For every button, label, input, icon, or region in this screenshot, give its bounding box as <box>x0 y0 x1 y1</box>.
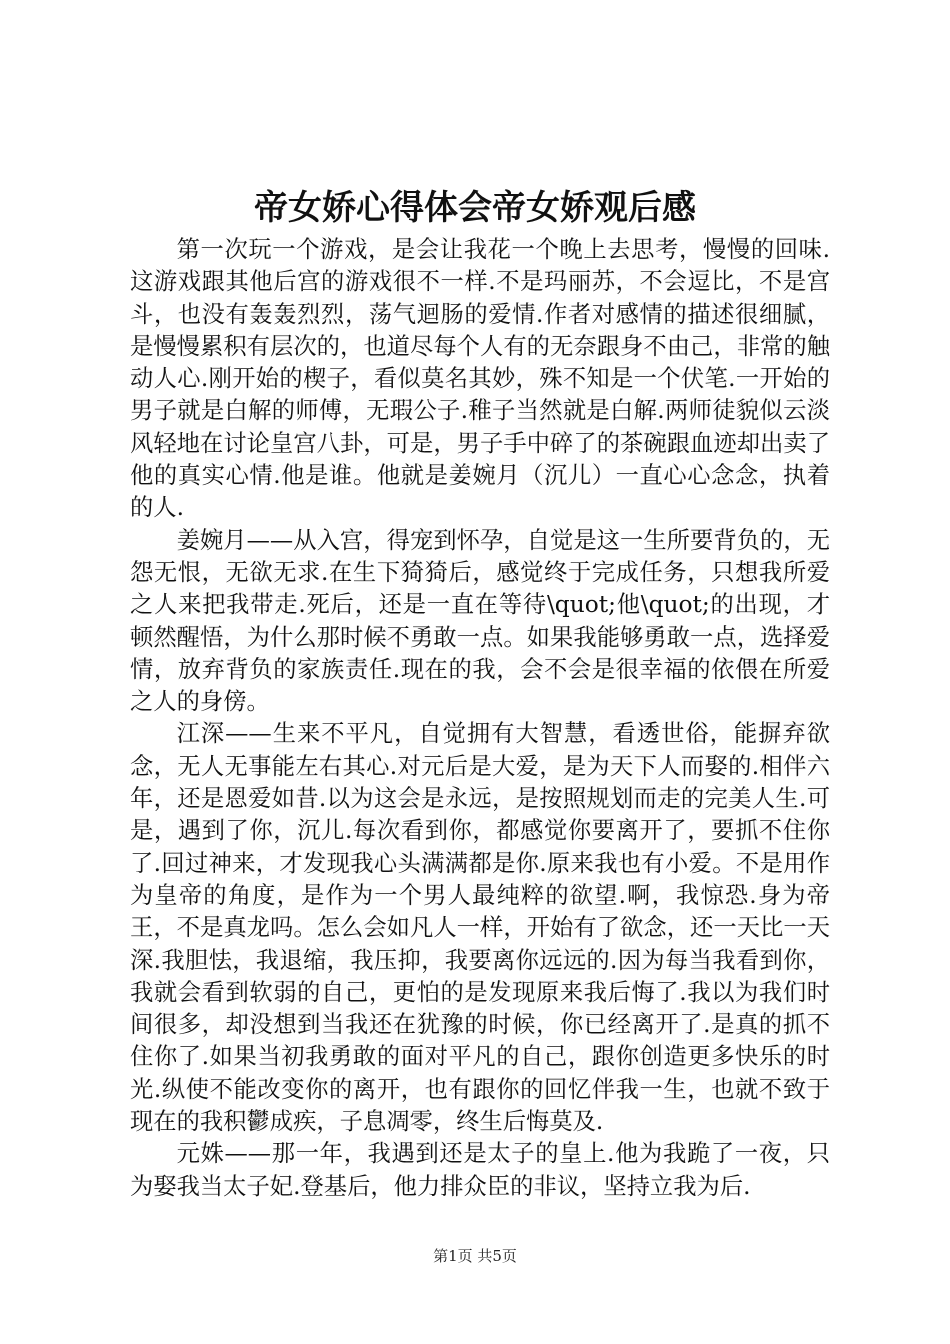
page-footer: 第1页 共5页 <box>433 1247 517 1265</box>
paragraph: 元姝——那一年，我遇到还是太子的皇上.他为我跪了一夜，只为娶我当太子妃.登基后，他力排众臣的非议，坚持立我为后. <box>130 1140 830 1200</box>
paragraph: 江深——生来不平凡，自觉拥有大智慧，看透世俗，能摒弃欲念，无人无事能左右其心.对元后是大爱，是为天下人而娶的.相伴六年，还是恩爱如昔.以为这会是永远，是按照规划而走的完美人生.可是，遇到了你，沉儿.每次看到你，都感觉你要离开了，要抓不住你了.回过神来，才发现我心头满满都是你.原来我也有小爱。不是用作为皇帝的角度，是作为一个男人最纯粹的欲望.啊，我惊恐.身为帝王，不是真龙吗。怎么会如凡人一样，开始有了欲念，还一天比一天深.我胆怯，我退缩，我压抑，我要离你远远的.因为每当我看到你，我就会看到软弱的自己，更怕的是发现原来我后悔了.我以为我们时间很多，却没想到当我还在犹豫的时候，你已经离开了.是真的抓不住你了.如果当初我勇敢的面对平凡的自己，跟你创造更多快乐的时光.纵使不能改变你的离开，也有跟你的回忆伴我一生，也就不致于现在的我积鬱成疾，子息凋零，终生后悔莫及. <box>130 720 830 1136</box>
paragraph: 第一次玩一个游戏，是会让我花一个晚上去思考，慢慢的回味.这游戏跟其他后宫的游戏很不一样.不是玛丽苏，不会逗比，不是宫斗，也没有轰轰烈烈，荡气迴肠的爱情.作者对感情的描述很细腻，是慢慢累积有层次的，也道尽每个人有的无奈跟身不由己，非常的触动人心.刚开始的楔子，看似莫名其妙，殊不知是一个伏笔.一开始的男子就是白解的师傅，无瑕公子.稚子当然就是白解.两师徒貌似云淡风轻地在讨论皇宫八卦，可是，男子手中碎了的茶碗跟血迹却出卖了他的真实心情.他是谁。他就是姜婉月（沉儿）一直心心念念，执着的人. <box>130 236 830 522</box>
paragraph: 姜婉月——从入宫，得宠到怀孕，自觉是这一生所要背负的，无怨无恨，无欲无求.在生下猗猗后，感觉终于完成任务，只想我所爱之人来把我带走.死后，还是一直在等待\quot;他\quot;的出现，才顿然醒悟，为什么那时候不勇敢一点。如果我能够勇敢一点，选择爱情，放弃背负的家族责任.现在的我，会不会是很幸福的依偎在所爱之人的身傍。 <box>130 526 830 716</box>
page-title: 帝女娇心得体会帝女娇观后感 <box>254 188 696 228</box>
document-body <box>130 234 830 1203</box>
